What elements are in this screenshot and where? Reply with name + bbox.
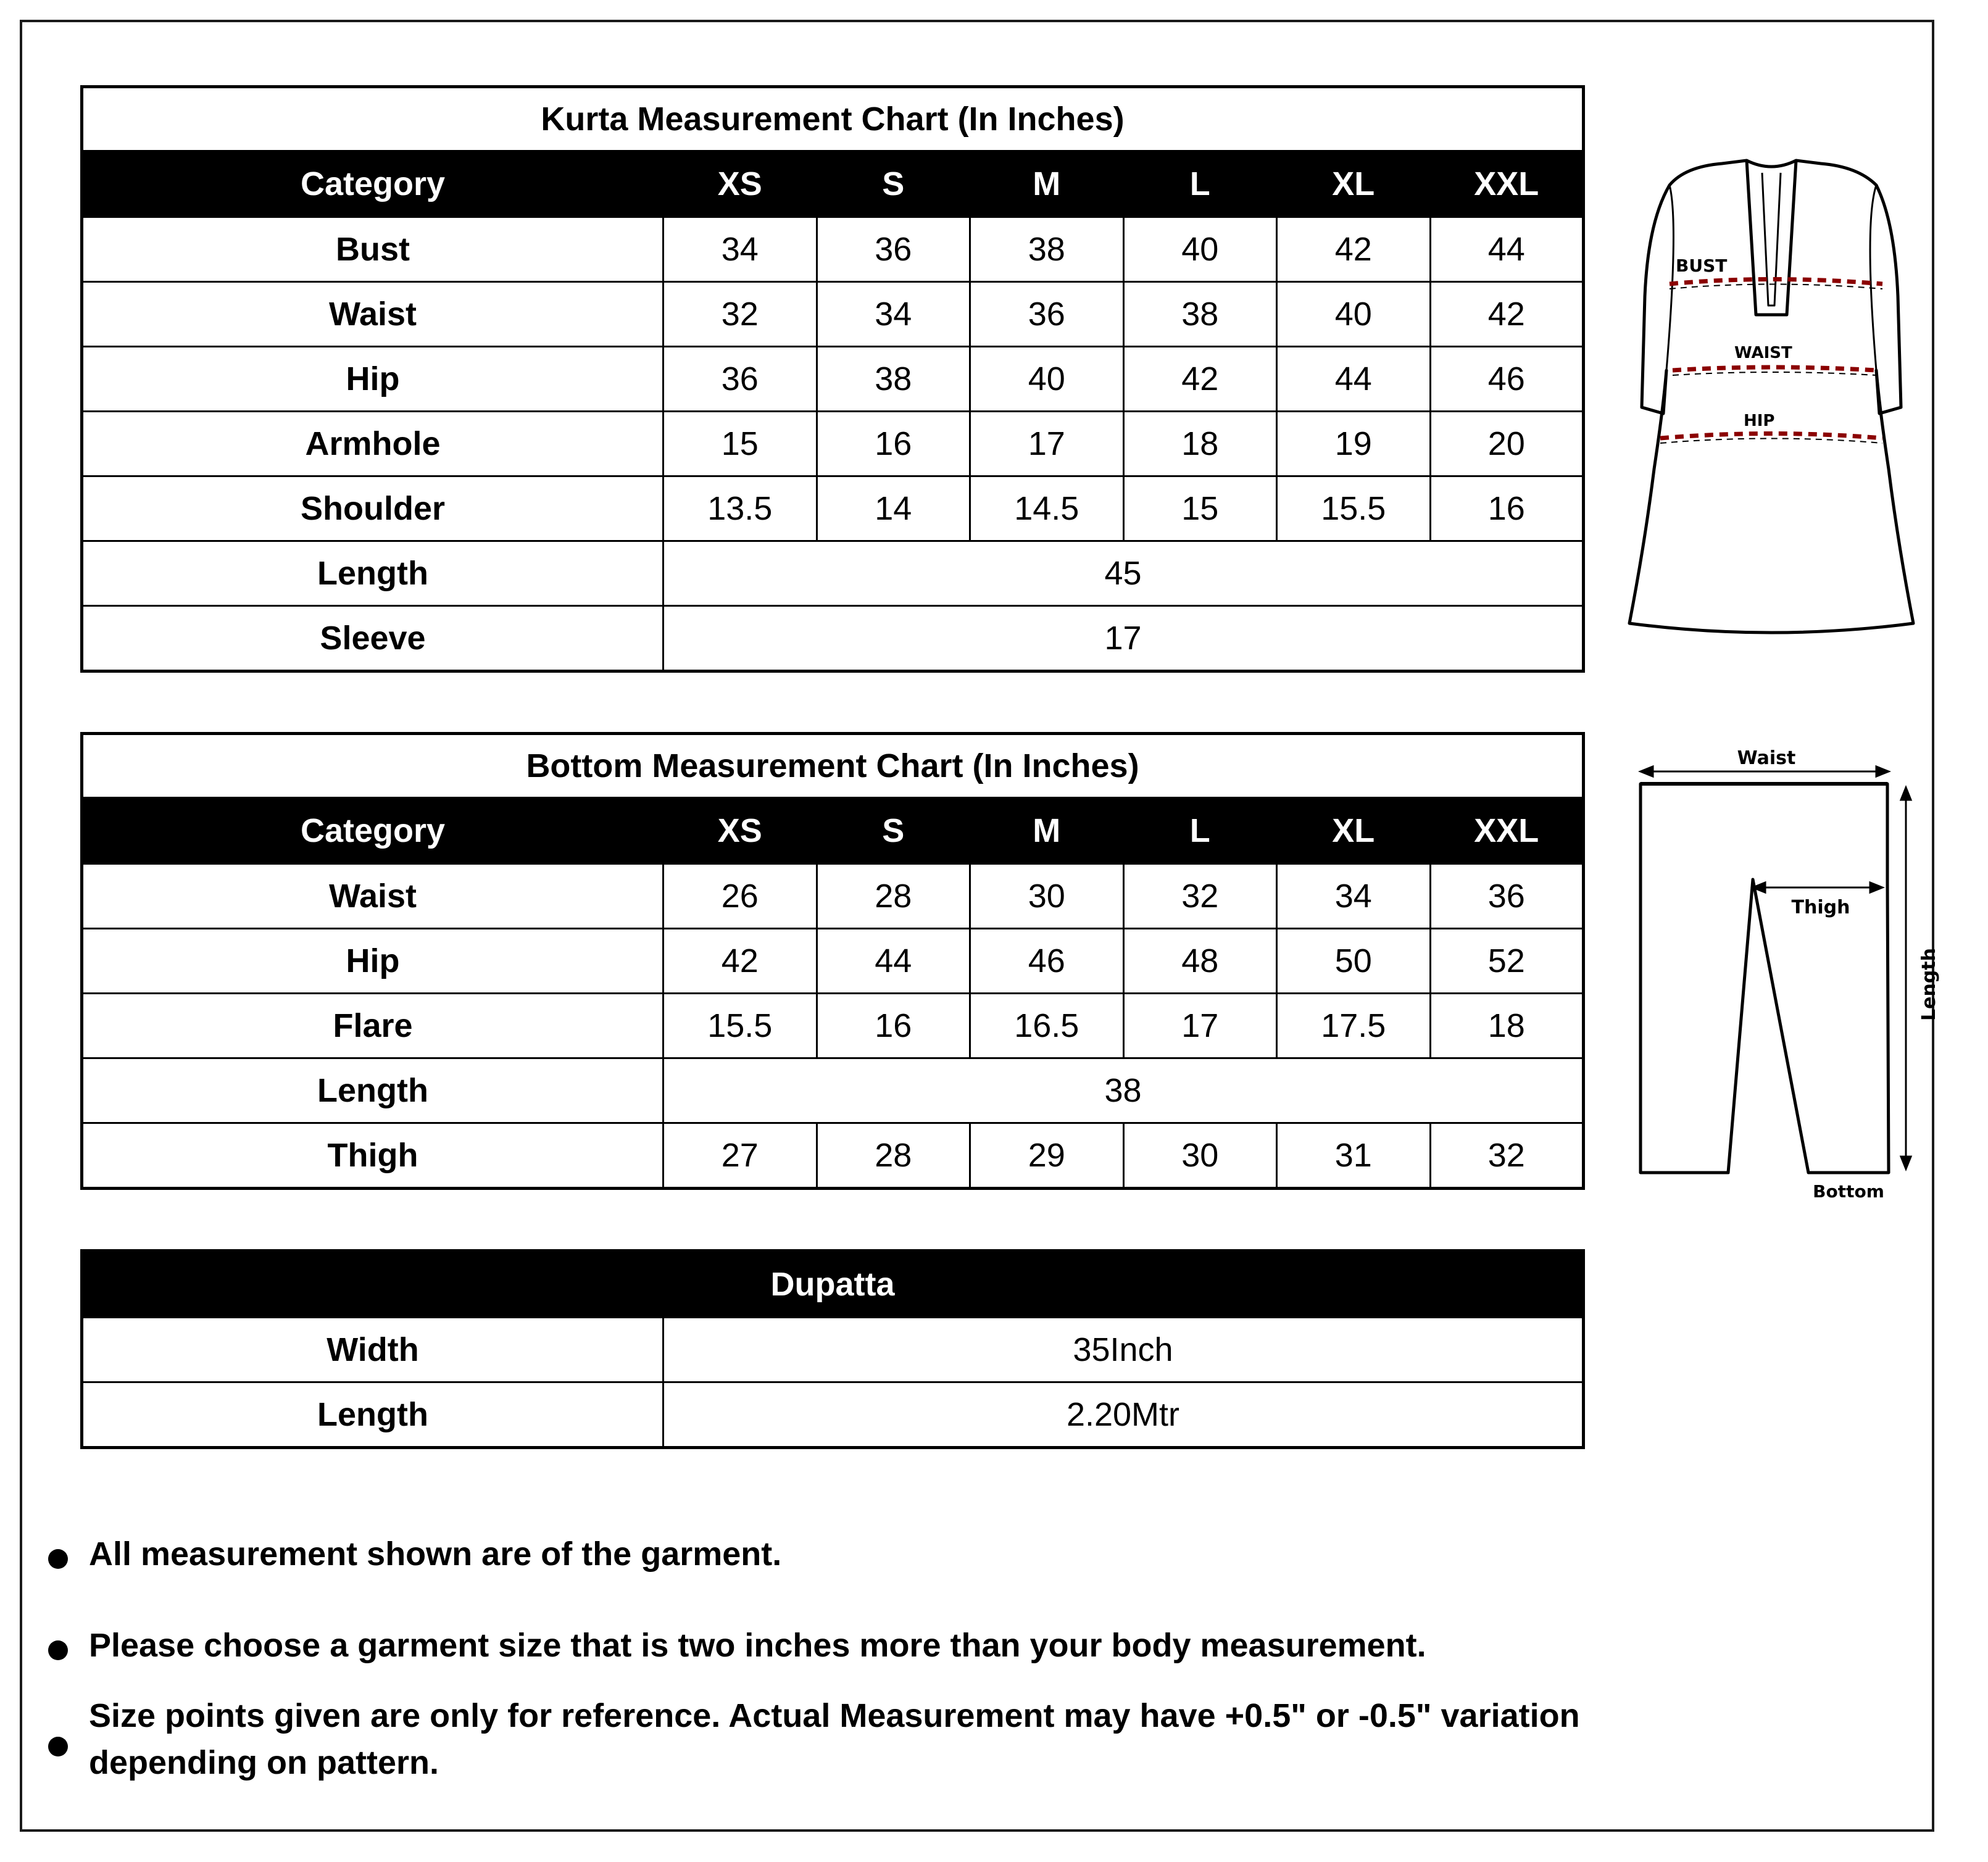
cell: 15	[663, 412, 817, 476]
cell: 30	[1123, 1123, 1277, 1189]
table-row	[82, 864, 1584, 929]
cell: 40	[1277, 282, 1431, 347]
cell: 31	[1277, 1123, 1431, 1189]
thigh-label: Thigh	[1791, 897, 1850, 918]
bullet-icon	[48, 1640, 68, 1660]
header-size: XL	[1277, 151, 1431, 217]
merged-cell: 38	[663, 1058, 1584, 1123]
table-row	[82, 282, 1584, 347]
cell: 34	[663, 217, 817, 282]
cell: 2.20Mtr	[663, 1382, 1584, 1448]
table-row	[82, 994, 1584, 1058]
trouser-outline	[1641, 784, 1889, 1173]
cell: 28	[817, 1123, 970, 1189]
row-label: Thigh	[82, 1123, 663, 1189]
cell: 16	[1430, 476, 1584, 541]
cell: 29	[970, 1123, 1124, 1189]
cell: 32	[1123, 864, 1277, 929]
cell: 32	[1430, 1123, 1584, 1189]
header-size: XXL	[1430, 798, 1584, 864]
cell: 38	[817, 347, 970, 412]
cell: 42	[663, 929, 817, 994]
table-row	[82, 1318, 1584, 1382]
cell: 34	[817, 282, 970, 347]
row-label: Shoulder	[82, 476, 663, 541]
cell: 16.5	[970, 994, 1124, 1058]
note-text: Please choose a garment size that is two inches more than your body measurement.	[89, 1627, 1426, 1664]
row-label: Hip	[82, 347, 663, 412]
note-item	[48, 1622, 1426, 1669]
dupatta-title: Dupatta	[82, 1251, 1584, 1318]
header-size: M	[970, 798, 1124, 864]
cell: 18	[1123, 412, 1277, 476]
cell: 34	[1277, 864, 1431, 929]
note-text: All measurement shown are of the garment.	[89, 1536, 782, 1573]
dupatta-table	[80, 1249, 1585, 1449]
cell: 30	[970, 864, 1124, 929]
cell: 16	[817, 994, 970, 1058]
waist-marker	[1673, 367, 1876, 370]
bottom-diagram	[1623, 747, 1944, 1203]
cell: 52	[1430, 929, 1584, 994]
waist-label: Waist	[1737, 747, 1796, 769]
cell: 36	[663, 347, 817, 412]
cell: 36	[1430, 864, 1584, 929]
row-label: Bust	[82, 217, 663, 282]
kurta-table-title: Kurta Measurement Chart (In Inches)	[82, 87, 1584, 151]
cell: 42	[1430, 282, 1584, 347]
row-label: Waist	[82, 282, 663, 347]
header-category: Category	[82, 151, 663, 217]
row-label: Hip	[82, 929, 663, 994]
table-row	[82, 929, 1584, 994]
row-label: Length	[82, 1058, 663, 1123]
bottom-measurement-table	[80, 732, 1585, 1190]
cell: 17	[970, 412, 1124, 476]
cell: 50	[1277, 929, 1431, 994]
table-row	[82, 1123, 1584, 1189]
kurta-diagram	[1617, 148, 1938, 636]
row-label: Length	[82, 541, 663, 606]
header-size: L	[1123, 798, 1277, 864]
cell: 40	[970, 347, 1124, 412]
cell: 20	[1430, 412, 1584, 476]
cell: 14.5	[970, 476, 1124, 541]
table-row	[82, 476, 1584, 541]
cell: 32	[663, 282, 817, 347]
cell: 15.5	[663, 994, 817, 1058]
header-size: XXL	[1430, 151, 1584, 217]
cell: 46	[1430, 347, 1584, 412]
cell: 38	[1123, 282, 1277, 347]
cell: 13.5	[663, 476, 817, 541]
table-row	[82, 1382, 1584, 1448]
bottom-label: Bottom	[1813, 1181, 1884, 1202]
bullet-icon	[48, 1737, 68, 1756]
hip-label: HIP	[1744, 412, 1775, 430]
header-size: XL	[1277, 798, 1431, 864]
cell: 14	[817, 476, 970, 541]
cell: 17.5	[1277, 994, 1431, 1058]
row-label: Width	[82, 1318, 663, 1382]
cell: 15.5	[1277, 476, 1431, 541]
cell: 42	[1123, 347, 1277, 412]
cell: 40	[1123, 217, 1277, 282]
cell: 19	[1277, 412, 1431, 476]
merged-cell: 45	[663, 541, 1584, 606]
table-row	[82, 347, 1584, 412]
row-label: Flare	[82, 994, 663, 1058]
cell: 48	[1123, 929, 1277, 994]
header-size: S	[817, 798, 970, 864]
cell: 26	[663, 864, 817, 929]
cell: 44	[1277, 347, 1431, 412]
table-row	[82, 217, 1584, 282]
cell: 15	[1123, 476, 1277, 541]
header-size: M	[970, 151, 1124, 217]
header-size: L	[1123, 151, 1277, 217]
note-item	[48, 1692, 1620, 1786]
kurta-measurement-table	[80, 85, 1585, 673]
row-label: Waist	[82, 864, 663, 929]
header-size: S	[817, 151, 970, 217]
table-row	[82, 541, 1584, 606]
cell: 44	[817, 929, 970, 994]
bullet-icon	[48, 1549, 68, 1569]
note-item	[48, 1531, 781, 1577]
bust-label: BUST	[1676, 256, 1728, 276]
table-row	[82, 1058, 1584, 1123]
length-label: Length	[1918, 948, 1940, 1021]
header-size: XS	[663, 798, 817, 864]
cell: 38	[970, 217, 1124, 282]
cell: 18	[1430, 994, 1584, 1058]
cell: 27	[663, 1123, 817, 1189]
row-label: Length	[82, 1382, 663, 1448]
cell: 36	[970, 282, 1124, 347]
kurta-neckline	[1747, 160, 1796, 315]
merged-cell: 17	[663, 606, 1584, 671]
cell: 17	[1123, 994, 1277, 1058]
row-label: Armhole	[82, 412, 663, 476]
header-category: Category	[82, 798, 663, 864]
table-row	[82, 412, 1584, 476]
hip-marker	[1660, 434, 1882, 439]
header-size: XS	[663, 151, 817, 217]
cell: 28	[817, 864, 970, 929]
cell: 46	[970, 929, 1124, 994]
cell: 16	[817, 412, 970, 476]
cell: 36	[817, 217, 970, 282]
table-row	[82, 606, 1584, 671]
cell: 44	[1430, 217, 1584, 282]
bottom-table-title: Bottom Measurement Chart (In Inches)	[82, 734, 1584, 798]
cell: 35Inch	[663, 1318, 1584, 1382]
waist-label: WAIST	[1734, 344, 1792, 362]
cell: 42	[1277, 217, 1431, 282]
row-label: Sleeve	[82, 606, 663, 671]
note-text: Size points given are only for reference. Actual Measurement may have +0.5" or -0.5" variation depending on pattern.	[89, 1697, 1580, 1781]
